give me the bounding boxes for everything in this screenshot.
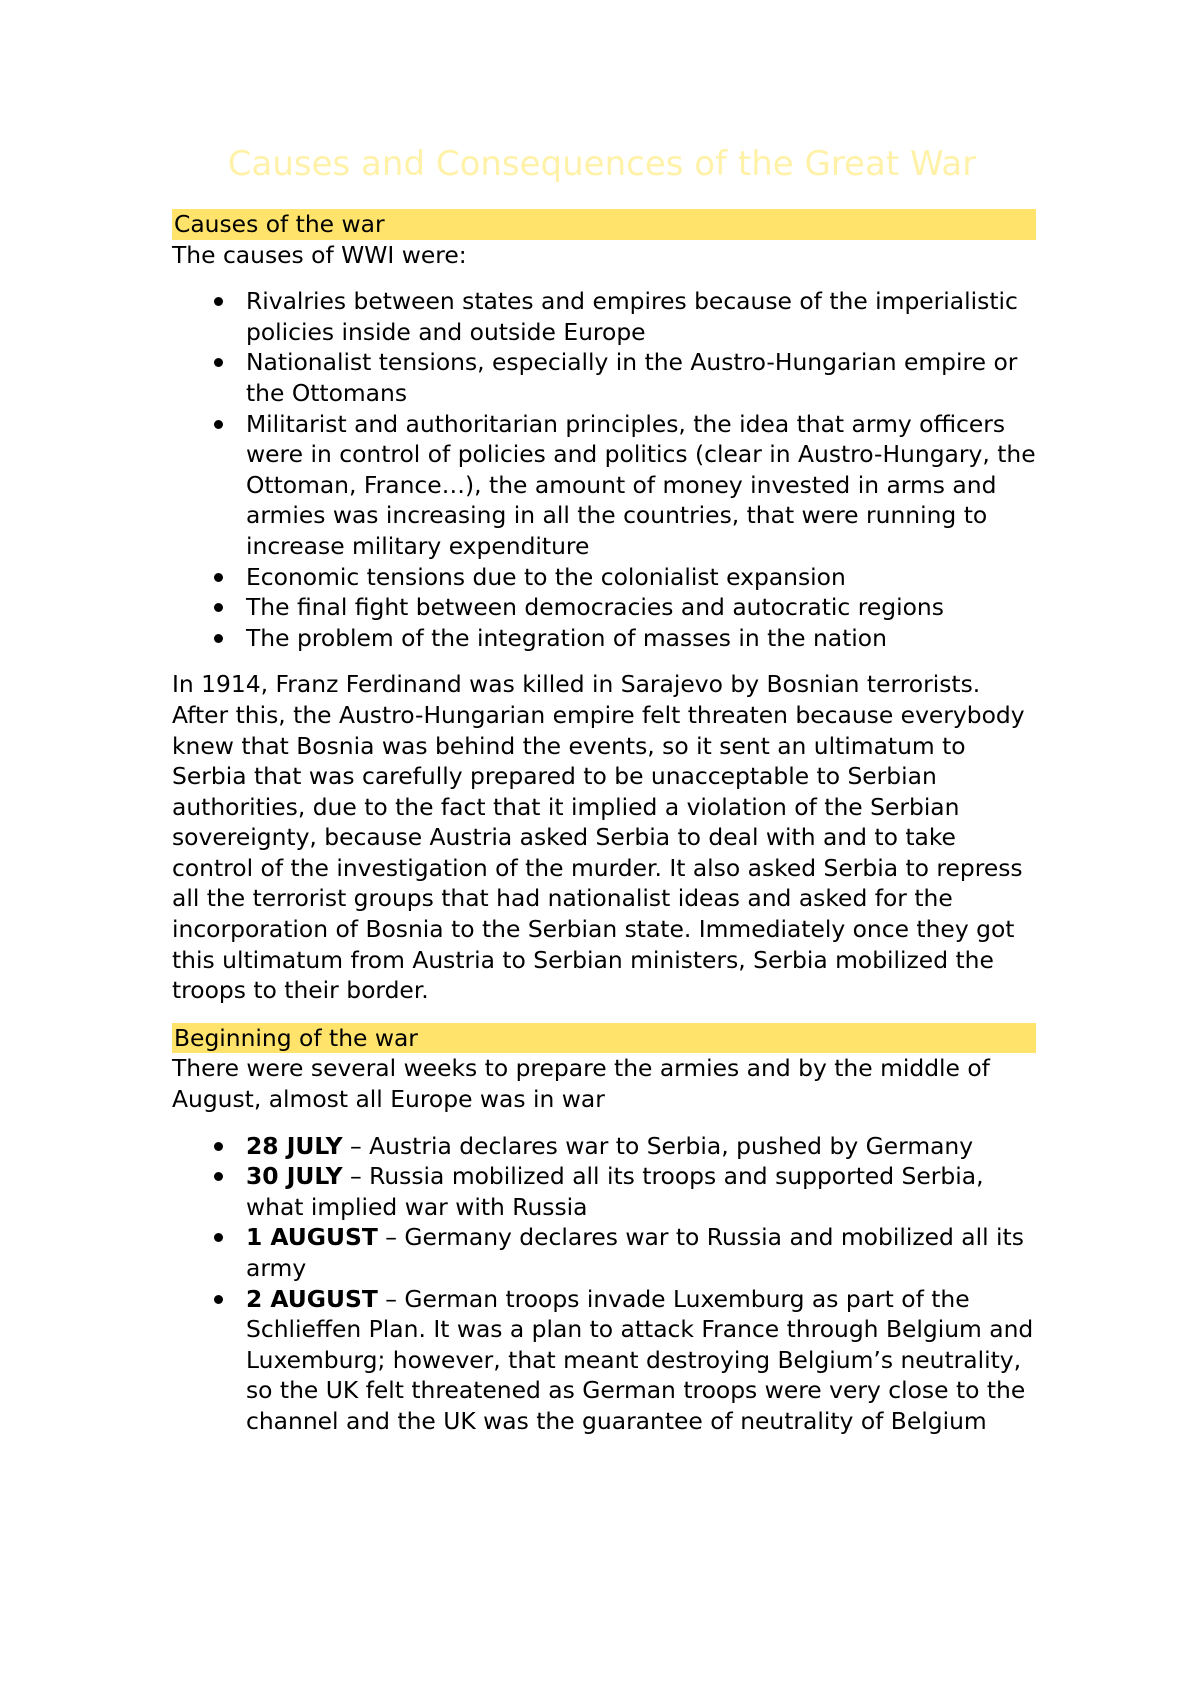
timeline-item <box>172 1284 1036 1437</box>
bullet-icon <box>214 1233 223 1242</box>
bullet-icon <box>214 1142 223 1151</box>
timeline-item <box>172 1161 1036 1222</box>
list-item-text: Militarist and authoritarian principles, the idea that army officers were in control of policies and politics (clear in Austro-Hungary, the Ottoman, France…), the amount of money invested in arms and armies was increasing in all the countries, that were running to increase military expenditure <box>246 409 1036 560</box>
section-heading-beginning: Beginning of the war <box>172 1023 1036 1054</box>
list-item <box>172 286 1036 347</box>
list-item <box>172 623 1036 654</box>
bullet-icon <box>214 358 223 367</box>
list-item <box>172 592 1036 623</box>
bullet-icon <box>214 297 223 306</box>
bullet-icon <box>214 1172 223 1181</box>
section-gap <box>172 1006 1036 1023</box>
timeline-list <box>172 1131 1036 1437</box>
list-item-text: The final fight between democracies and autocratic regions <box>246 593 944 622</box>
event-text: – German troops invade Luxemburg as part of the Schlieffen Plan. It was a plan to attack France through Belgium and Luxemburg; however, that meant destroying Belgium’s neutrality, so the UK felt threatened as German troops were very close to the channel and the UK was the guarantee of neutrality of Belgium <box>246 1284 1034 1435</box>
causes-list <box>172 286 1036 653</box>
bullet-icon <box>214 420 223 429</box>
bullet-icon <box>214 573 223 582</box>
event-date: 30 JULY <box>246 1162 343 1191</box>
document-body <box>172 209 1036 1453</box>
causes-paragraph: In 1914, Franz Ferdinand was killed in Sarajevo by Bosnian terrorists. After this, the Austro-Hungarian empire felt threaten because everybody knew that Bosnia was behind the events, so it sent an ultimatum to Serbia that was carefully prepared to be unacceptable to Serbian authorities, due to the fact that it implied a violation of the Serbian sovereignty, because Austria asked Serbia to deal with and to take control of the investigation of the murder. It also asked Serbia to repress all the terrorist groups that had nationalist ideas and asked for the incorporation of Bosnia to the Serbian state. Immediately once they got this ultimatum from Austria to Serbian ministers, Serbia mobilized the troops to their border. <box>172 670 1025 1005</box>
event-date: 28 JULY <box>246 1131 343 1160</box>
document-title: Causes and Consequences of the Great War <box>227 144 977 184</box>
event-text: – Austria declares war to Serbia, pushed by Germany <box>342 1131 974 1160</box>
event-date: 1 AUGUST <box>246 1223 378 1252</box>
list-item <box>172 409 1036 562</box>
bullet-icon <box>214 634 223 643</box>
causes-intro: The causes of WWI were: <box>172 240 467 269</box>
timeline-item <box>172 1131 1036 1162</box>
list-item-text: The problem of the integration of masses in the nation <box>246 623 887 652</box>
list-item-text: Economic tensions due to the colonialist expansion <box>246 562 846 591</box>
list-item-text: Rivalries between states and empires because of the imperialistic policies inside and outside Europe <box>246 287 1018 346</box>
list-item <box>172 347 1036 408</box>
event-date: 2 AUGUST <box>246 1284 378 1313</box>
event-text: – Russia mobilized all its troops and supported Serbia, what implied war with Russia <box>246 1162 984 1221</box>
event-text: – Germany declares war to Russia and mobilized all its army <box>246 1223 1024 1282</box>
list-item <box>172 562 1036 593</box>
bullet-icon <box>214 603 223 612</box>
section-heading-causes: Causes of the war <box>172 209 1036 240</box>
beginning-intro: There were several weeks to prepare the armies and by the middle of August, almost all Europe was in war <box>172 1054 990 1114</box>
timeline-item <box>172 1222 1036 1283</box>
bullet-icon <box>214 1295 223 1304</box>
list-item-text: Nationalist tensions, especially in the Austro-Hungarian empire or the Ottomans <box>246 348 1018 407</box>
